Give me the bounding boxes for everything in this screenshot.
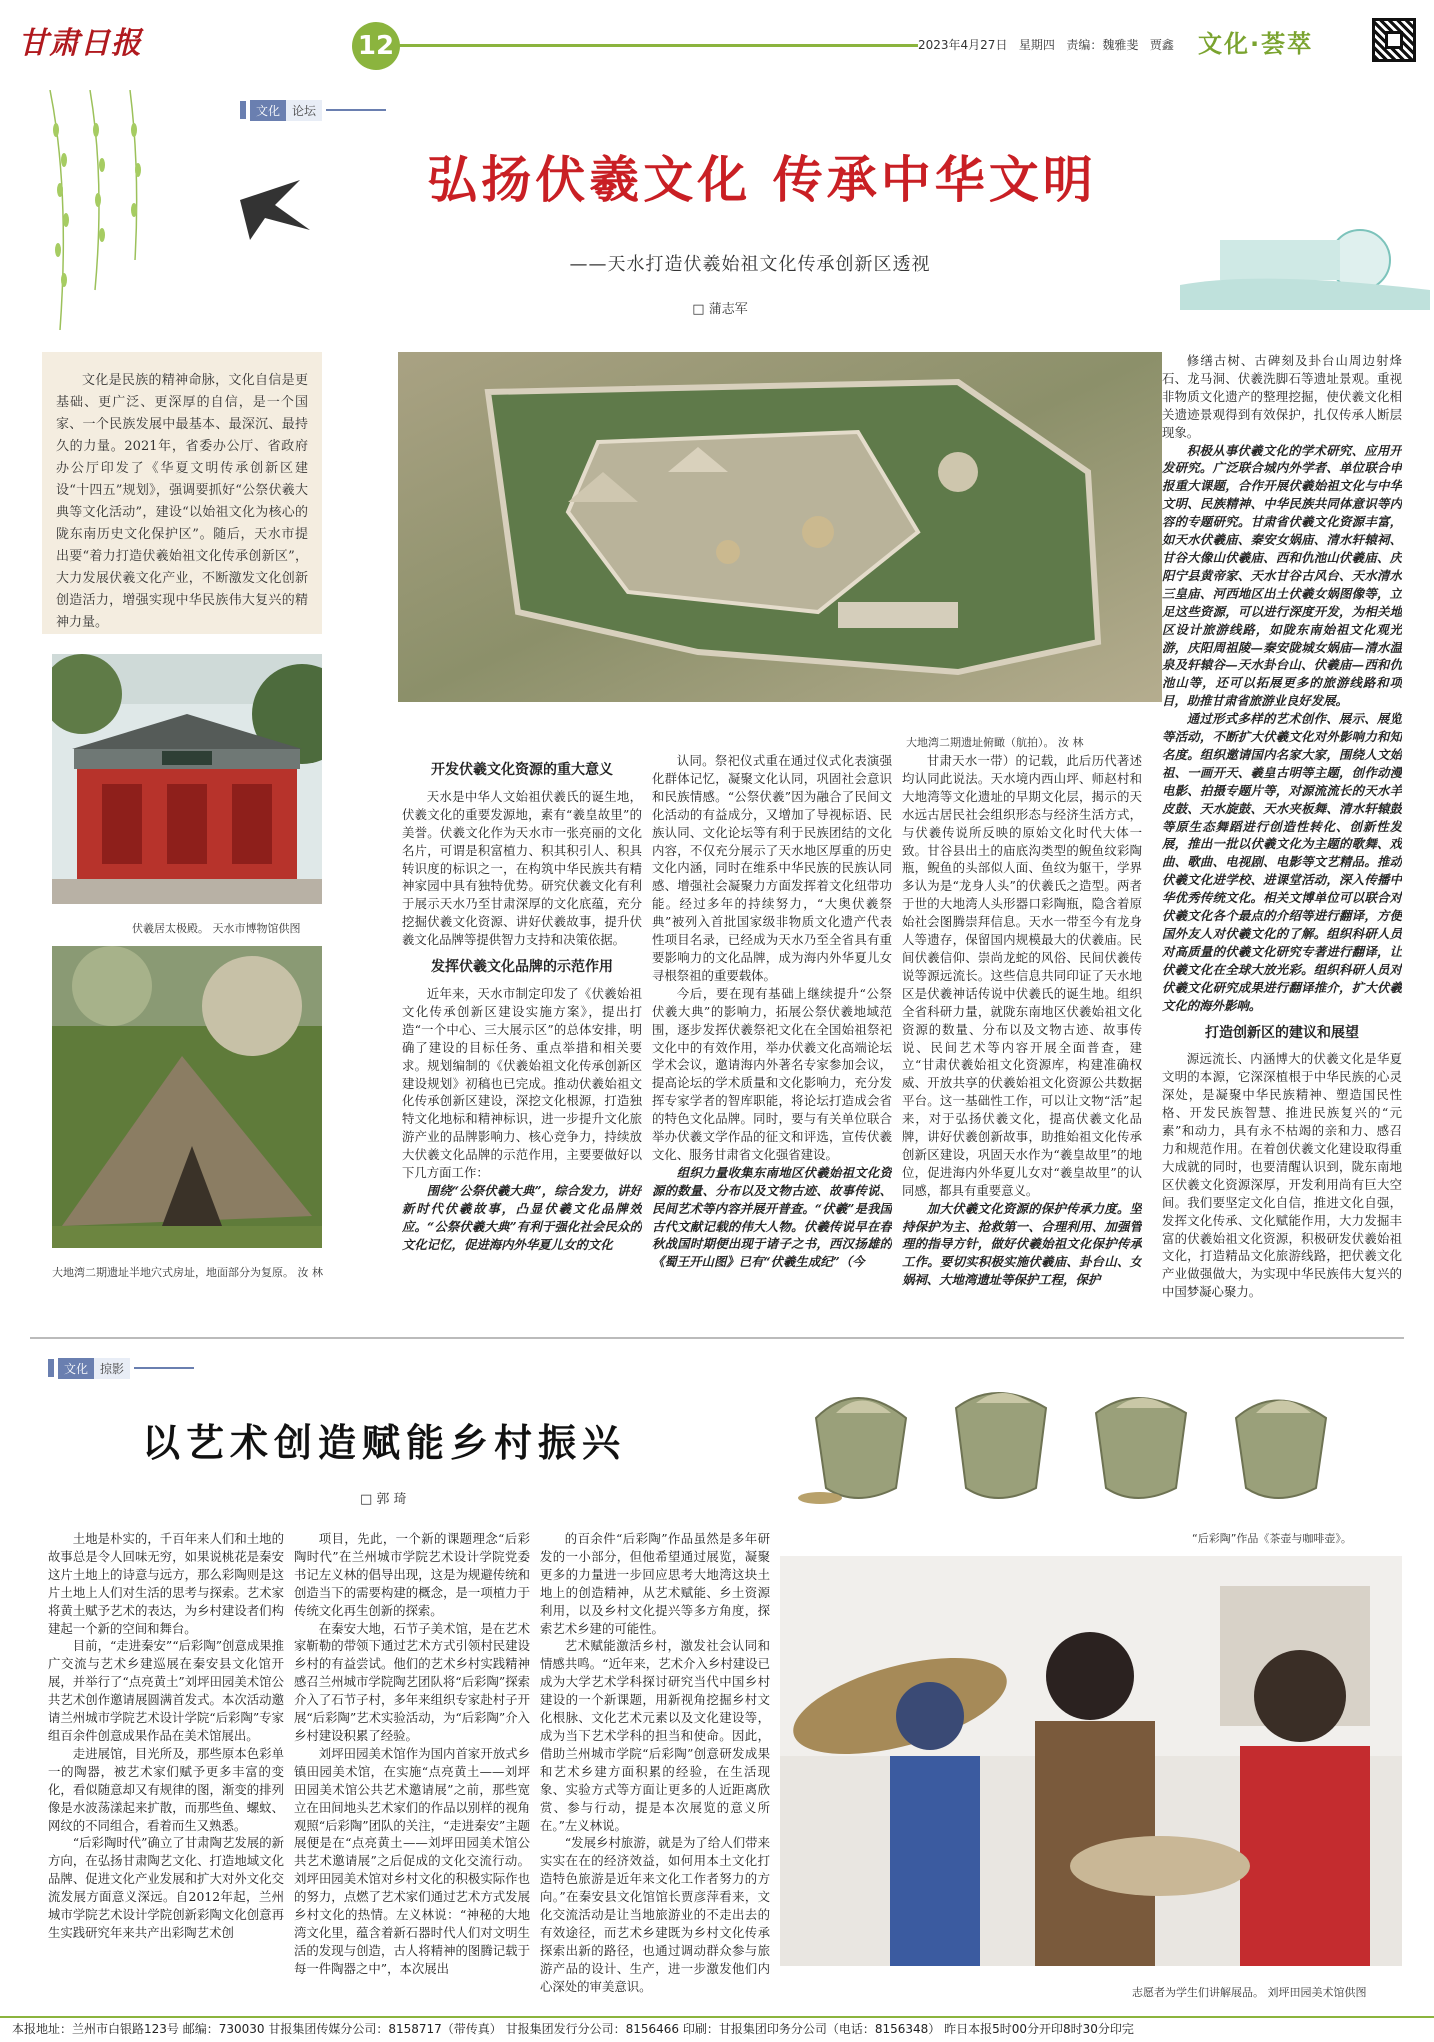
paragraph: “后彩陶时代”确立了甘肃陶艺发展的新方向，在弘扬甘肃陶艺文化、打造地域文化品牌、促进文化产业发展和扩大对外文化交流发展方面意义深远。自2012年起，兰州城市学院艺术设计学院创新彩陶文化创意再生实践研究年来共产出彩陶艺术创 [48,1835,284,1940]
semi-pit-dwelling-photo [52,946,322,1248]
paragraph: 通过形式多样的艺术创作、展示、展览等活动，不断扩大伏羲文化对外影响力和知名度。组织邀请国内名家大家，围绕人文始祖、一画开天、羲皇古明等主题，创作动漫电影、拍摄专题片等，对源流流长的天水羊皮鼓、天水旋鼓、天水夹板舞、清水轩辕鼓等原生态舞蹈进行创造性转化、创新性发展，推出一批以伏羲文化为主题的歌舞、戏曲、歌曲、电视剧、电影等文艺精品。推动伏羲文化进学校、进课堂活动，深入传播中华优秀传统文化。相关文博单位可以联合对伏羲文化各个最点的介绍等进行翻译，方便国外友人对伏羲文化的了解。组织科研人员对高质量的伏羲文化研究专著进行翻译，让伏羲文化在全球大放光彩。组织科研人员对伏羲文化研究成果进行翻译推介，扩大伏羲文化的海外影响。 [1162,711,1402,1013]
aerial-photo-caption: 大地湾二期遗址俯瞰（航拍）。 汝 林 [906,736,1084,749]
paragraph: 走进展馆，目光所及，那些原本色彩单一的陶器，被艺术家们赋予更多丰富的变化，看似随意却又有规律的图，渐变的排列像是水波荡漾起来扩散，而那些鱼、螺蚊、网纹的不同组合，看着而生又熟悉。 [48,1745,284,1833]
paragraph: 组织力量收集东南地区伏羲始祖文化资源的数量、分布以及文物古迹、故事传说、民间艺术等内容并展开普查。“伏羲”是我国古代文献记载的伟大人物。伏羲传说早在春秋战国时期便出现于诸子之书，西汉扬雄的《蜀王开山图》已有“伏羲生成纪”（今 [652,1164,892,1270]
paragraph: 的百余件“后彩陶”作品虽然是多年研发的一小部分，但他希望通过展览，凝聚更多的力量进一步回应思考大地湾这块土地上的创造精神，从艺术赋能、乡土资源利用，以及乡村文化提兴等多方角度，探索艺术乡建的可能性。 [540,1531,770,1636]
paragraph: 修缮古树、古碑刻及卦台山周边射烽石、龙马洞、伏羲洗脚石等遗址景观。重视非物质文化遗产的整理挖掘，使伏羲文化相关遗迹景观得到有效保护，扎仅传承人断层现象。 [1162,353,1402,440]
section-heading: 打造创新区的建议和展望 [1205,1024,1359,1041]
paragraph: 加大伏羲文化资源的保护传承力度。坚持保护为主、抢救第一、合理利用、加强管理的指导方针，做好伏羲始祖文化保护传承工作。要切实积极实施伏羲庙、卦台山、女娲祠、大地湾遗址等保护工程，保护 [902,1200,1142,1288]
temple-photo-caption: 伏羲居太极殿。 天水市博物馆供图 [132,922,301,935]
paragraph: 项目，先此，一个新的课题理念“后彩陶时代”在兰州城市学院艺术设计学院党委书记左义林的倡导出现，这是为规避传统和创造当下的需要构建的概念，是一项植力于传统文化再生创新的探索。 [294,1531,530,1618]
article2-column-3 [540,1530,770,2010]
header-info [918,36,1174,53]
column-tag-secondary: 掠影 [94,1358,130,1379]
article1-title: 弘扬伏羲文化 传承中华文明 [427,150,1097,209]
section-name: 文化·荟萃 [1198,30,1314,58]
exhibition-photo-caption: 志愿者为学生们讲解展品。 刘坪田园美术馆供图 [1132,1986,1367,1999]
pottery-photo [796,1358,1396,1514]
article1-intro: 文化是民族的精神命脉，文化自信是更基础、更广泛、更深厚的自信，是一个国家、一个民族发展中最基本、最深沉、最持久的力量。2021年，省委办公厅、省政府办公厅印发了《华夏文明传承创新区建设“十四五”规划》，强调要抓好“公祭伏羲大典等文化活动”，建设“以始祖文化为核心的陇东南历史文化保护区”。随后，天水市提出要“着力打造伏羲始祖文化传承创新区”，大力发展伏羲文化产业，不断激发文化创新创造活力，增强实现中华民族伟大复兴的精神力量。 [42,352,322,634]
paragraph: 围绕“公祭伏羲大典”，综合发力，讲好新时代伏羲故事，凸显伏羲文化品牌效应。“公祭伏羲大典”有利于强化社会民众的文化记忆，促进海内外华夏儿女的文化 [402,1182,642,1252]
paragraph: “发展乡村旅游，就是为了给人们带来实实在在的经济效益，如何用本土文化打造特色旅游是近年来文化工作者努力的方向。”在秦安县文化馆馆长贾彦萍看来，文化交流活动是让当地旅游业的不走出去的有效途径，而艺术乡建既为乡村文化传承探索出新的路径，也通过调动群众参与旅游产品的设计、生产，进一步激发他们内心深处的审美意识。 [540,1835,770,1994]
dwelling-photo-caption: 大地湾二期遗址半地穴式房址，地面部分为复原。 汝 林 [52,1266,323,1279]
section-heading: 发挥伏羲文化品牌的示范作用 [431,959,613,976]
editor: 责编：魏雅斐 [1066,38,1139,52]
aerial-site-photo [398,352,1162,702]
column-tag [48,1358,194,1378]
temple-photo [52,654,322,904]
article2-column-2 [294,1530,530,2010]
paragraph: 在秦安大地，石节子美术馆，是在艺术家靳勒的带领下通过艺术方式引领村民建设乡村的有益尝试。他们的艺术乡村实践精神感召兰州城市学院陶艺团队将“后彩陶”探索介入了石节子村，多年来组织专家赴村子开展“后彩陶”艺术实验活动，为“后彩陶”介入乡村建设积累了经验。 [294,1620,530,1743]
article2-title: 以艺术创造赋能乡村振兴 [142,1421,627,1465]
paragraph: 土地是朴实的，千百年来人们和土地的故事总是令人回味无穷，如果说桃花是秦安这片土地上的诗意与远方，那么彩陶则是这片土地上人们对生活的思考与探索。艺术家将黄土赋予艺术的表达，为乡村建设者们构建起一个新的空间和舞台。 [48,1531,284,1636]
willow-swallow-decoration [10,90,340,340]
article1-author: □ 蒲志军 [692,302,748,317]
paragraph: 刘坪田园美术馆作为国内首家开放式乡镇田园美术馆，在实施“点亮黄土——刘坪田园美术馆公共艺术邀请展”之前，那些宽立在田间地头艺术家们的作品以别样的视角观照“后彩陶”团队的关注，“走进秦安”主题展便是在“点亮黄土——刘坪田园美术馆公共艺术邀请展”之后促成的文化交流行动。刘坪田园美术馆对乡村文化的积极实际作也的努力，点燃了艺术家们通过艺术方式发展乡村文化的热情。左义林说：“神秘的大地湾文化里，蕴含着新石器时代人们对文明生活的发现与创造，古人将精神的图腾记载于每一件陶器之中”，本次展出 [294,1745,530,1976]
paragraph: 目前，“走进秦安”“后彩陶”创意成果推广交流与艺术乡建巡展在秦安县文化馆开展，并举行了“点亮黄土”刘坪田园美术馆公共艺术创作邀请展圆满首发式。本次活动邀请兰州城市学院艺术设计学院“后彩陶”专家组百余件创意成果作品在美术馆展出。 [48,1638,284,1743]
paragraph: 认同。祭祀仪式重在通过仪式化表演强化群体记忆，凝聚文化认同，巩固社会意识和民族情感。“公祭伏羲”因为融合了民间文化活动的有益成分，又增加了导视标语、民族认同、文化论坛等有利于民族团结的文化内容，不仅充分展示了天水地区厚重的历史文化内涵，同时在维系中华民族的民族认同感、增强社会凝聚力方面发挥着文化纽带功能。经过多年的持续努力，“大奥伏羲祭典”被列入首批国家级非物质文化遗产代表性项目名录，已经成为天水乃至全省具有重要影响力的文化品牌，成为海内外华夏儿女寻根祭祖的重要载体。 [652,753,892,983]
article1-column-2 [652,752,892,1322]
paragraph: 艺术赋能激活乡村，激发社会认同和情感共鸣。“近年来，艺术介入乡村建设已成为大学艺术学科探讨研究当代中国乡村建设的一个新课题，用新视角挖掘乡村文化根脉、文化艺术元素以及文化建设等，成为当下艺术学科的担当和使命。因此，借助兰州城市学院“后彩陶”创意研发成果和艺术乡建方面积累的经验，在生活现象、实验方式等方面让更多的人近距离欣赏、参与行动，提是本次展览的意义所在。”左义林说。 [540,1638,770,1833]
paragraph: 源远流长、内涵博大的伏羲文化是华夏文明的本源，它深深植根于中华民族的心灵深处，是凝聚中华民族精神、塑造国民性格、开发民族智慧、推进民族复兴的“元素”和动力，具有永不枯竭的亲和力、感召力和规范作用。在着创伏羲文化建设取得重大成就的同时，也要清醒认识到，陇东南地区伏羲文化资源深厚，开发利用尚有巨大空间。我们要坚定文化自信，推进文化自强，发挥文化传承、文化赋能作用，大力发掘丰富的伏羲始祖文化资源，积极研发伏羲始祖文化，打造精品文化旅游线路，把伏羲文化产业做强做大，为实现中华民族伟大复兴的中国梦凝心聚力。 [1162,1051,1402,1300]
newspaper-logo: 甘肃日报 [18,26,142,61]
article1-subtitle: ——天水打造伏羲始祖文化传承创新区透视 [569,254,931,275]
pottery-caption: “后彩陶”作品《茶壶与咖啡壶》。 [1192,1532,1352,1545]
column-tag-primary: 文化 [58,1358,94,1379]
paragraph: 今后，要在现有基础上继续提升“公祭伏羲大典”的影响力，拓展公祭伏羲地域范围，逐步发挥伏羲祭祀文化在全国始祖祭祀文化中的有效作用，举办伏羲文化高端论坛学术会议，邀请海内外著名专家参加会议，提高论坛的学术质量和文化影响力，充分发挥专家学者的智库职能，将论坛打造成会省的特色文化品牌。同时，要与有关单位联合举办伏羲文学作品的征文和评选，宣传伏羲文化、服务甘肃省文化强省建设。 [652,985,892,1162]
qr-code-icon [1372,18,1416,62]
issue-date: 2023年4月27日 [918,38,1008,52]
column-tag-secondary: 论坛 [286,100,322,121]
column-tag-primary: 文化 [250,100,286,121]
proofreader: 贾鑫 [1149,38,1174,52]
article-divider [30,1337,1404,1339]
article1-column-1 [402,752,642,1322]
paragraph: 近年来，天水市制定印发了《伏羲始祖文化传承创新区建设实施方案》，提出打造“一个中心、三大展示区”的总体安排，明确了建设的目标任务、重点举措和相关要求。规划编制的《伏羲始祖文化传承创新区建设规划》初稿也已完成。推动伏羲始祖文化传承创新区建设，深挖文化根源，打造独特文化地标和精神标识，进一步提升文化旅游产业的品牌影响力、核心竞争力，持续放大伏羲文化品牌的示范作用，主要要做好以下几方面工作： [402,985,642,1181]
article2-column-1 [48,1530,284,2010]
article1-column-4 [1162,352,1402,1327]
masthead [0,0,1434,72]
footer-imprint: 本报地址：兰州市白银路123号 邮编：730030 甘报集团传媒分公司：8158717（带传真） 甘报集团发行分公司：8156466 印刷：甘报集团印务分公司（电话：8156348） 昨日本报5时00分开印8时30分印完 [0,2016,1434,2042]
section-heading: 开发伏羲文化资源的重大意义 [431,762,613,778]
article2-author: □ 郭 琦 [360,1492,407,1507]
page-number: 12 [352,22,400,70]
waterwheel-decoration [1180,190,1430,330]
article1-column-3 [902,752,1142,1322]
exhibition-photo [780,1556,1402,1966]
paragraph: 积极从事伏羲文化的学术研究、应用开发研究。广泛联合城内外学者、单位联合申报重大课题，合作开展伏羲始祖文化与中华文明、民族精神、中华民族共同体意识等内容的专题研究。甘肃省伏羲文化资源丰富，如天水伏羲庙、秦安女娲庙、清水轩辕祠、甘谷大像山伏羲庙、西和仇池山伏羲庙、庆阳宁县黄帝家、天水甘谷古风台、天水清水三皇庙、河西地区出土伏羲女娲图像等，立足这些资源，可以进行深度开发，为相关地区设计旅游线路，如陇东南始祖文化观光游，庆阳周祖陵—秦安陇城女娲庙—清水温泉及轩辕谷—天水卦台山、伏羲庙—西和仇池山等，还可以拓展更多的旅游线路和项目，助推甘肃省旅游业良好发展。 [1162,442,1402,709]
paragraph: 甘肃天水一带）的记载，此后历代著述均认同此说法。天水境内西山坪、师赵村和大地湾等文化遗址的早期文化层，揭示的天水远古居民社会组织形态与经济生活方式，与伏羲传说所反映的原始文化时代大体一致。甘谷县出土的庙底沟类型的鲵鱼纹彩陶瓶，鲵鱼的头部似人面、鱼纹为躯干，学界多认为是“龙身人头”的伏羲氏之造型。两者于世的大地湾人头形器口彩陶瓶，隐含着原始社会图腾崇拜信息。天水一带至今有龙身人等遗存，保留国内规模最大的伏羲庙。民间伏羲信仰、崇尚龙蛇的风俗、民间伏羲传说等源远流长。这些信息共同印证了天水地区是伏羲神话传说中伏羲氏的诞生地。组织全省科研力量，就陇东南地区伏羲始祖文化资源的数量、分布以及文物古迹、故事传说、民间艺术等内容开展全面普查，建立“甘肃伏羲始祖文化资源库，构建准确权威、开放共享的伏羲始祖文化资源公共数据平台。这一基础性工作，可以让文物“活”起来，对于弘扬伏羲文化，提高伏羲文化品牌，讲好伏羲创新故事，助推始祖文化传承创新区建设，巩固天水作为“羲皇故里”的地位，促进海内外华夏儿女对“羲皇故里”的认同感，都具有重要意义。 [902,753,1142,1198]
paragraph: 天水是中华人文始祖伏羲氏的诞生地，伏羲文化的重要发源地，素有“羲皇故里”的美誉。伏羲文化作为天水市一张亮丽的文化名片，可谓是积富植力、积其积引人、积具转识度的标识之一，在构筑中华民族共有精神家园中具有独特优势。研究伏羲文化有利于展示天水乃至甘肃深厚的文化底蕴，充分挖掘伏羲文化资源、讲好伏羲故事，提升伏羲文化品牌等提供智力支持和决策依据。 [402,788,642,948]
header-rule [398,44,918,47]
issue-weekday: 星期四 [1018,38,1055,52]
